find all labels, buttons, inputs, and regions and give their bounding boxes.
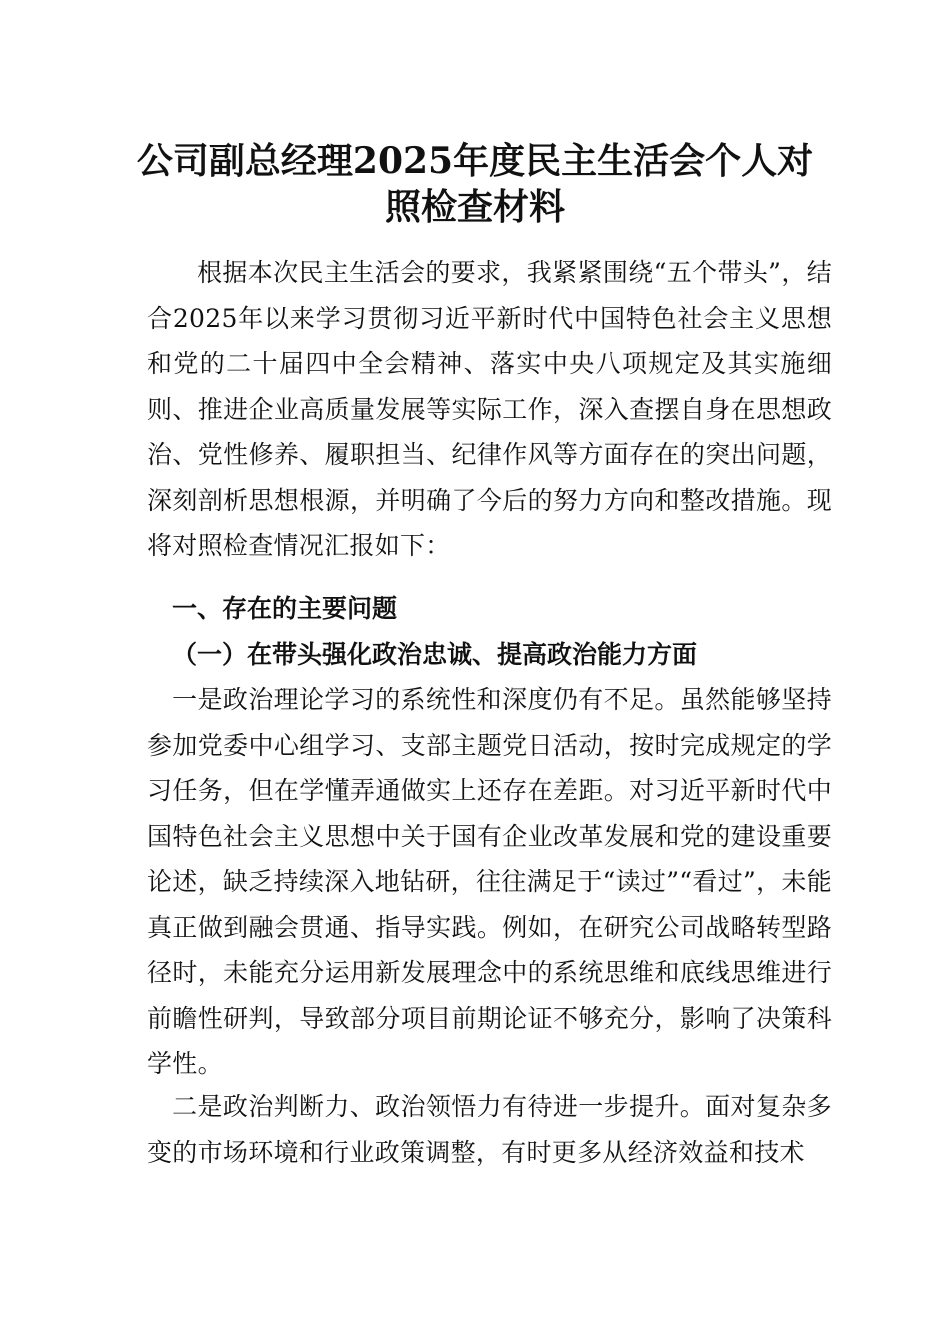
intro-paragraph (147, 250, 832, 569)
point-two-paragraph (147, 1084, 832, 1175)
section-heading-main-problems: 一、存在的主要问题 (172, 594, 398, 623)
document-title: 公司副总经理2025年度民主生活会个人对照检查材料 (136, 140, 814, 228)
point-two-body: 面对复杂多变的市场环境和行业政策调整，有时更多从经济效益和技术 (147, 1092, 832, 1167)
subsection-heading-political-loyalty: （一）在带头强化政治忠诚、提高政治能力方面 (172, 640, 698, 669)
point-two-lead: 二是政治判断力、政治领悟力有待进一步提升。 (172, 1092, 706, 1121)
point-one-lead: 一是政治理论学习的系统性和深度仍有不足。 (172, 685, 680, 714)
point-one-body: 虽然能够坚持参加党委中心组学习、支部主题党日活动，按时完成规定的学习任务，但在学懂弄通做实上还存在差距。对习近平新时代中国特色社会主义思想中关于国有企业改革发展和党的建设重要论述，缺乏持续深入地钻研，往往满足于“读过”“看过”，未能真正做到融会贯通、指导实践。例如，在研究公司战略转型路径时，未能充分运用新发展理念中的系统思维和底线思维进行前瞻性研判，导致部分项目前期论证不够充分，影响了决策科学性。 (147, 685, 832, 1078)
intro-text: 根据本次民主生活会的要求，我紧紧围绕“五个带头”，结合2025年以来学习贯彻习近平新时代中国特色社会主义思想和党的二十届四中全会精神、落实中央八项规定及其实施细则、推进企业高质量发展等实际工作，深入查摆自身在思想政治、党性修养、履职担当、纪律作风等方面存在的突出问题，深刻剖析思想根源，并明确了今后的努力方向和整改措施。现将对照检查情况汇报如下： (147, 258, 832, 560)
point-one-paragraph (147, 677, 832, 1087)
